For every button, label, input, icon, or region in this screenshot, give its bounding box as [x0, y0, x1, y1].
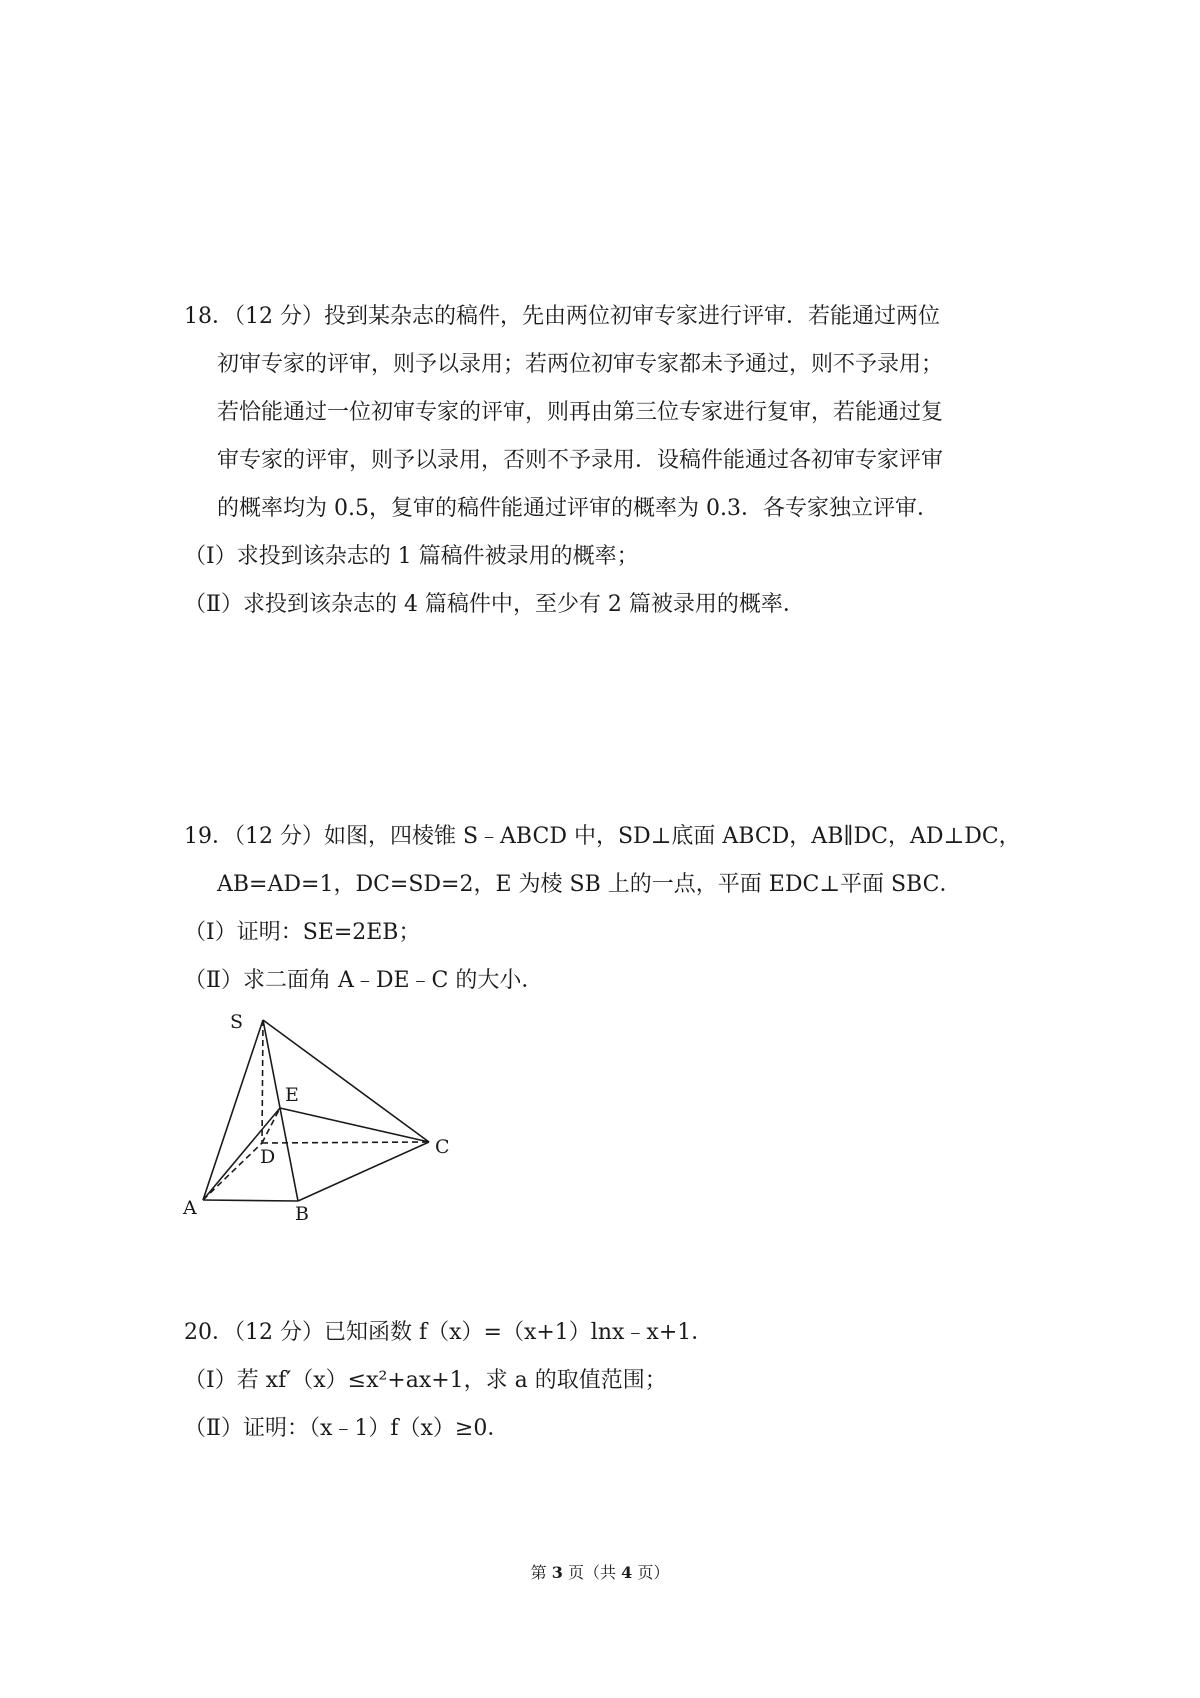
edge-SD	[262, 1020, 263, 1143]
problem-20-part-2: （Ⅱ）证明：（x﹣1）f（x）≥0．	[184, 1416, 510, 1441]
problem-19-line-2: AB=AD=1，DC=SD=2，E 为棱 SB 上的一点，平面 EDC⊥平面 SBC．	[217, 872, 962, 897]
problem-18-line-5: 的概率均为 0.5，复审的稿件能通过评审的概率为 0.3．各专家独立评审．	[217, 496, 939, 521]
label-E: E	[285, 1084, 299, 1106]
problem-18-line-3: 若恰能通过一位初审专家的评审，则再由第三位专家进行复审，若能通过复	[217, 400, 944, 425]
edge-AB	[203, 1200, 298, 1201]
page-footer	[0, 1562, 1200, 1584]
label-B: B	[295, 1203, 309, 1223]
problem-18-line-4: 审专家的评审，则予以录用，否则不予录用．设稿件能通过各初审专家评审	[217, 448, 944, 473]
label-C: C	[435, 1136, 450, 1158]
edge-DC	[262, 1142, 429, 1143]
footer-middle: 页（共	[562, 1563, 622, 1582]
pyramid-diagram	[175, 1008, 465, 1223]
problem-18-part-2: （Ⅱ）求投到该杂志的 4 篇稿件中，至少有 2 篇被录用的概率．	[184, 592, 805, 617]
edge-BC	[298, 1142, 429, 1201]
problem-18-part-1: （Ⅰ）求投到该杂志的 1 篇稿件被录用的概率；	[184, 544, 639, 569]
pyramid-figure	[175, 1008, 465, 1223]
problem-19-part-1: （Ⅰ）证明：SE=2EB；	[184, 920, 421, 945]
footer-prefix: 第	[530, 1563, 552, 1582]
label-S: S	[230, 1011, 244, 1033]
footer-total-pages: 4	[621, 1563, 633, 1582]
label-D: D	[260, 1146, 276, 1168]
problem-18-line-1: 18．（12 分）投到某杂志的稿件，先由两位初审专家进行评审．若能通过两位	[184, 304, 940, 329]
problem-20-part-1: （Ⅰ）若 xf′（x）≤x²+ax+1，求 a 的取值范围；	[184, 1368, 667, 1393]
footer-suffix: 页）	[632, 1563, 670, 1582]
problem-18-line-2: 初审专家的评审，则予以录用；若两位初审专家都未予通过，则不予录用；	[217, 352, 944, 377]
problem-19-part-2: （Ⅱ）求二面角 A﹣DE﹣C 的大小．	[184, 968, 544, 993]
footer-page-number: 3	[551, 1563, 563, 1582]
problem-19-line-1: 19．（12 分）如图，四棱锥 S﹣ABCD 中，SD⊥底面 ABCD，AB∥DC，AD⊥DC，	[184, 824, 1021, 849]
edge-SA	[203, 1020, 263, 1200]
problem-20-line-1: 20．（12 分）已知函数 f（x）=（x+1）lnx﹣x+1．	[184, 1320, 714, 1345]
label-A: A	[183, 1197, 197, 1219]
